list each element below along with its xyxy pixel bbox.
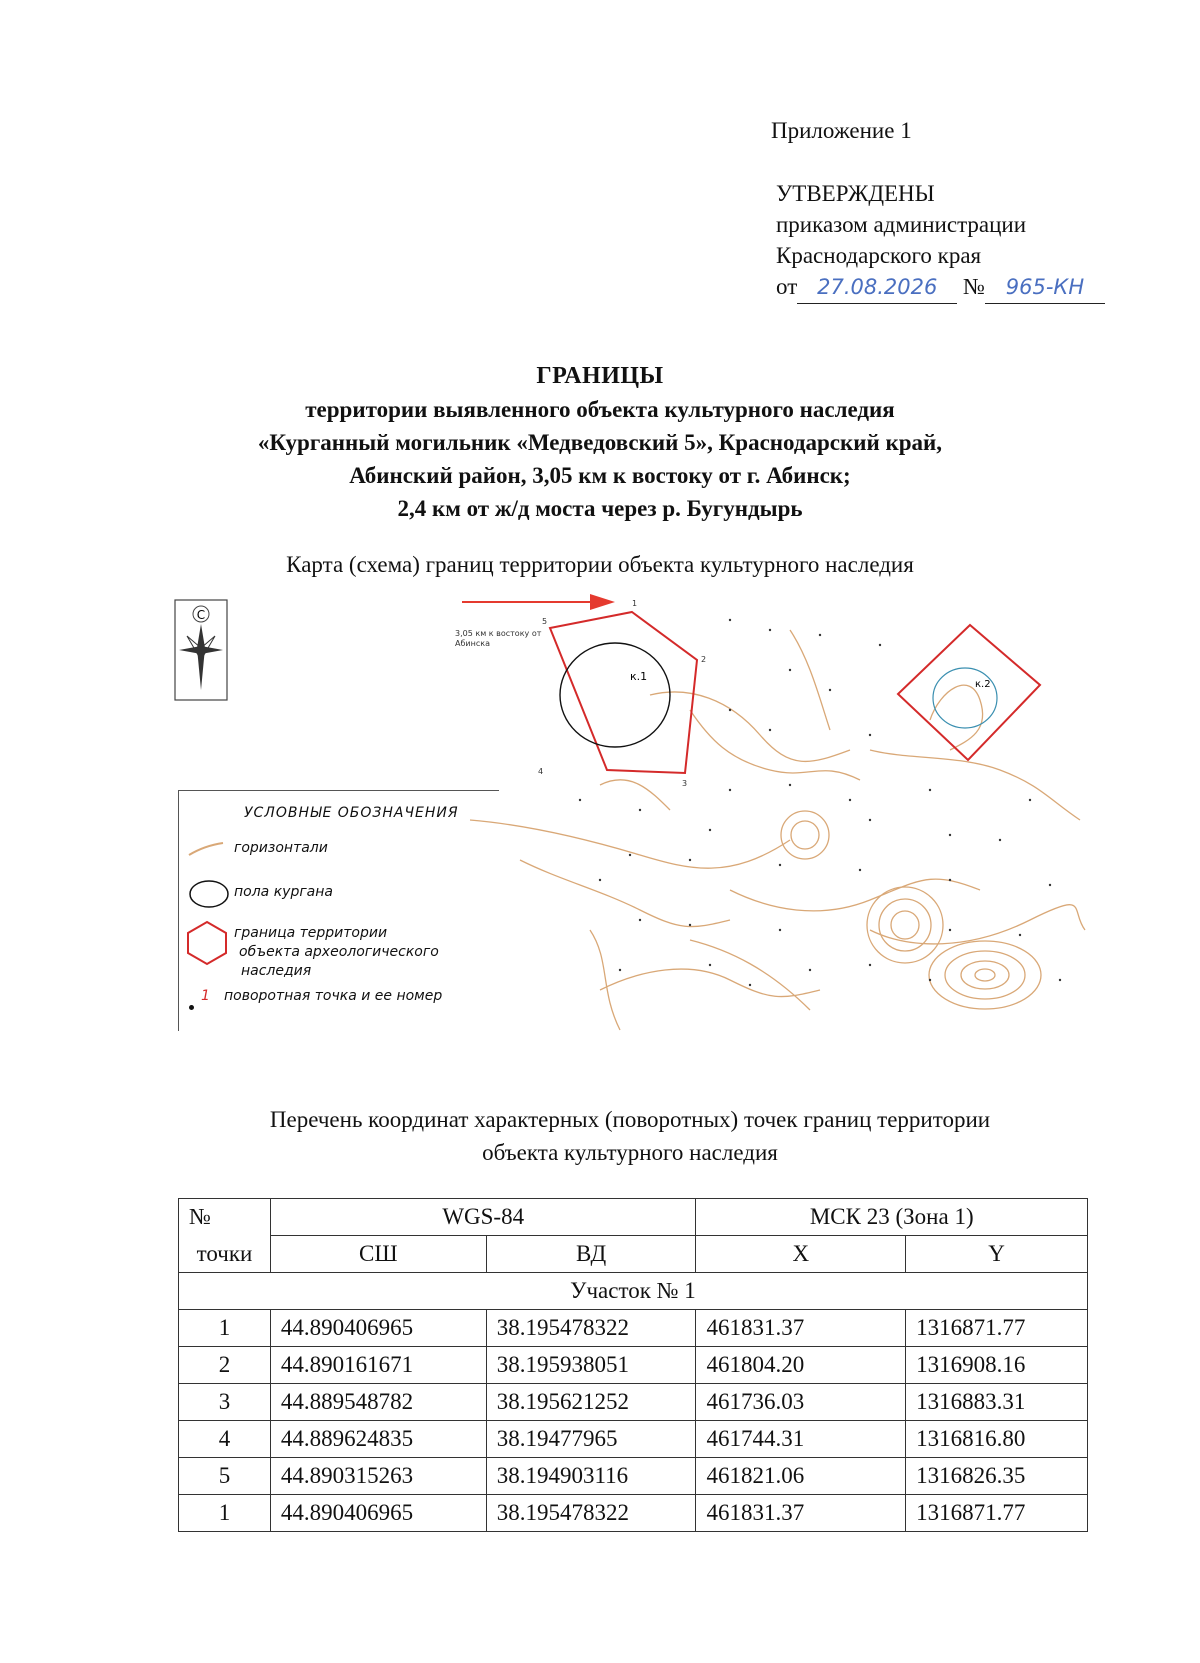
header-num-top: № xyxy=(179,1199,271,1236)
title-line-4: Абинский район, 3,05 км к востоку от г. Абинск; xyxy=(349,463,851,488)
latitude: 44.889624835 xyxy=(270,1421,486,1458)
point-number: 5 xyxy=(179,1458,271,1495)
table-row xyxy=(179,1495,1088,1532)
y-coordinate: 1316871.77 xyxy=(906,1495,1088,1532)
latitude: 44.890406965 xyxy=(270,1495,486,1532)
y-coordinate: 1316816.80 xyxy=(906,1421,1088,1458)
x-coordinate: 461744.31 xyxy=(696,1421,906,1458)
legend-point-text: поворотная точка и ее номер xyxy=(224,988,443,1004)
section-row xyxy=(179,1273,1088,1310)
latitude: 44.889548782 xyxy=(270,1384,486,1421)
legend-title: УСЛОВНЫЕ ОБОЗНАЧЕНИЯ xyxy=(244,805,459,821)
from-label: от xyxy=(776,274,798,299)
y-coordinate: 1316883.31 xyxy=(906,1384,1088,1421)
kurgan-2-boundary xyxy=(898,625,1040,760)
approved-line-2: Краснодарского края xyxy=(776,243,982,268)
table-row xyxy=(179,1310,1088,1347)
longitude: 38.194903116 xyxy=(486,1458,696,1495)
legend-boundary-2: объекта археологического xyxy=(239,944,439,960)
order-number-field xyxy=(985,271,1105,304)
svg-text:3: 3 xyxy=(682,779,688,788)
contour-legend-icon xyxy=(187,839,227,859)
legend-mound: пола кургана xyxy=(234,884,333,900)
svg-text:5: 5 xyxy=(542,617,548,626)
table-row xyxy=(179,1458,1088,1495)
section-label: Участок № 1 xyxy=(179,1273,1088,1310)
elevation-marks xyxy=(579,619,1061,986)
coordinates-table xyxy=(178,1198,1088,1532)
header-msk: МСК 23 (Зона 1) xyxy=(696,1199,1088,1236)
approved-line-1: приказом администрации xyxy=(776,212,1027,237)
header-lon: ВД xyxy=(486,1236,696,1273)
title-line-5: 2,4 км от ж/д моста через р. Бугундырь xyxy=(397,496,803,521)
header-x: X xyxy=(696,1236,906,1273)
direction-arrow-icon xyxy=(462,594,615,610)
y-coordinate: 1316826.35 xyxy=(906,1458,1088,1495)
svg-text:1: 1 xyxy=(632,599,638,608)
map-legend xyxy=(178,790,499,1031)
longitude: 38.195938051 xyxy=(486,1347,696,1384)
svg-text:4: 4 xyxy=(538,767,544,776)
x-coordinate: 461821.06 xyxy=(696,1458,906,1495)
legend-contours: горизонтали xyxy=(234,840,328,856)
point-number: 2 xyxy=(179,1347,271,1384)
y-coordinate: 1316908.16 xyxy=(906,1347,1088,1384)
title-line-1: ГРАНИЦЫ xyxy=(536,363,664,389)
distance-note-line-2: Абинска xyxy=(455,639,490,648)
contour-lines xyxy=(470,630,1085,1030)
number-label: № xyxy=(963,274,985,299)
coordinates-caption xyxy=(170,1103,1090,1169)
x-coordinate: 461804.20 xyxy=(696,1347,906,1384)
point-number: 3 xyxy=(179,1384,271,1421)
x-coordinate: 461831.37 xyxy=(696,1495,906,1532)
coordinates-caption-line-1: Перечень координат характерных (поворотных) точек границ территории xyxy=(269,1107,991,1132)
legend-boundary-1: граница территории xyxy=(234,925,388,941)
appendix-label: Приложение 1 xyxy=(771,118,912,143)
table-subheader-row xyxy=(179,1236,1088,1273)
latitude: 44.890406965 xyxy=(270,1310,486,1347)
mound-legend-icon xyxy=(187,879,232,911)
point-number: 4 xyxy=(179,1421,271,1458)
svg-text:2: 2 xyxy=(701,655,707,664)
latitude: 44.890161671 xyxy=(270,1347,486,1384)
header-y: Y xyxy=(906,1236,1088,1273)
title-line-3: «Курганный могильник «Медведовский 5», Краснодарский край, xyxy=(257,430,943,455)
boundary-legend-icon xyxy=(184,919,230,967)
point-number: 1 xyxy=(179,1495,271,1532)
header-wgs: WGS-84 xyxy=(270,1199,696,1236)
longitude: 38.195478322 xyxy=(486,1495,696,1532)
approved-title: УТВЕРЖДЕНЫ xyxy=(776,181,935,206)
table-row xyxy=(179,1421,1088,1458)
header-lat: СШ xyxy=(270,1236,486,1273)
order-number: 965-КН xyxy=(1005,275,1085,299)
longitude: 38.195478322 xyxy=(486,1310,696,1347)
distance-note-line-1: 3,05 км к востоку от xyxy=(455,629,542,638)
kurgan-1-label: к.1 xyxy=(630,670,648,683)
approval-block xyxy=(776,178,1105,304)
compass-icon xyxy=(175,600,227,700)
order-date-number xyxy=(776,271,1105,304)
x-coordinate: 461736.03 xyxy=(696,1384,906,1421)
y-coordinate: 1316871.77 xyxy=(906,1310,1088,1347)
table-header-row xyxy=(179,1199,1088,1236)
longitude: 38.195621252 xyxy=(486,1384,696,1421)
point-number: 1 xyxy=(179,1310,271,1347)
document-title xyxy=(150,360,1050,525)
table-row xyxy=(179,1384,1088,1421)
turning-point-legend-icon xyxy=(189,1005,194,1010)
table-row xyxy=(179,1347,1088,1384)
x-coordinate: 461831.37 xyxy=(696,1310,906,1347)
map-caption: Карта (схема) границ территории объекта культурного наследия xyxy=(286,552,914,577)
longitude: 38.19477965 xyxy=(486,1421,696,1458)
kurgan-1-boundary xyxy=(538,599,706,788)
header-num-bottom: точки xyxy=(179,1236,271,1273)
kurgan-2-label: к.2 xyxy=(975,679,991,690)
compass-letter: С xyxy=(196,608,206,622)
legend-point-number: 1 xyxy=(201,988,210,1004)
order-date: 27.08.2026 xyxy=(817,275,938,299)
coordinates-caption-line-2: объекта культурного наследия xyxy=(482,1140,778,1165)
order-date-field xyxy=(797,271,957,304)
title-line-2: территории выявленного объекта культурного наследия xyxy=(305,397,895,422)
latitude: 44.890315263 xyxy=(270,1458,486,1495)
legend-boundary-3: наследия xyxy=(241,963,312,979)
